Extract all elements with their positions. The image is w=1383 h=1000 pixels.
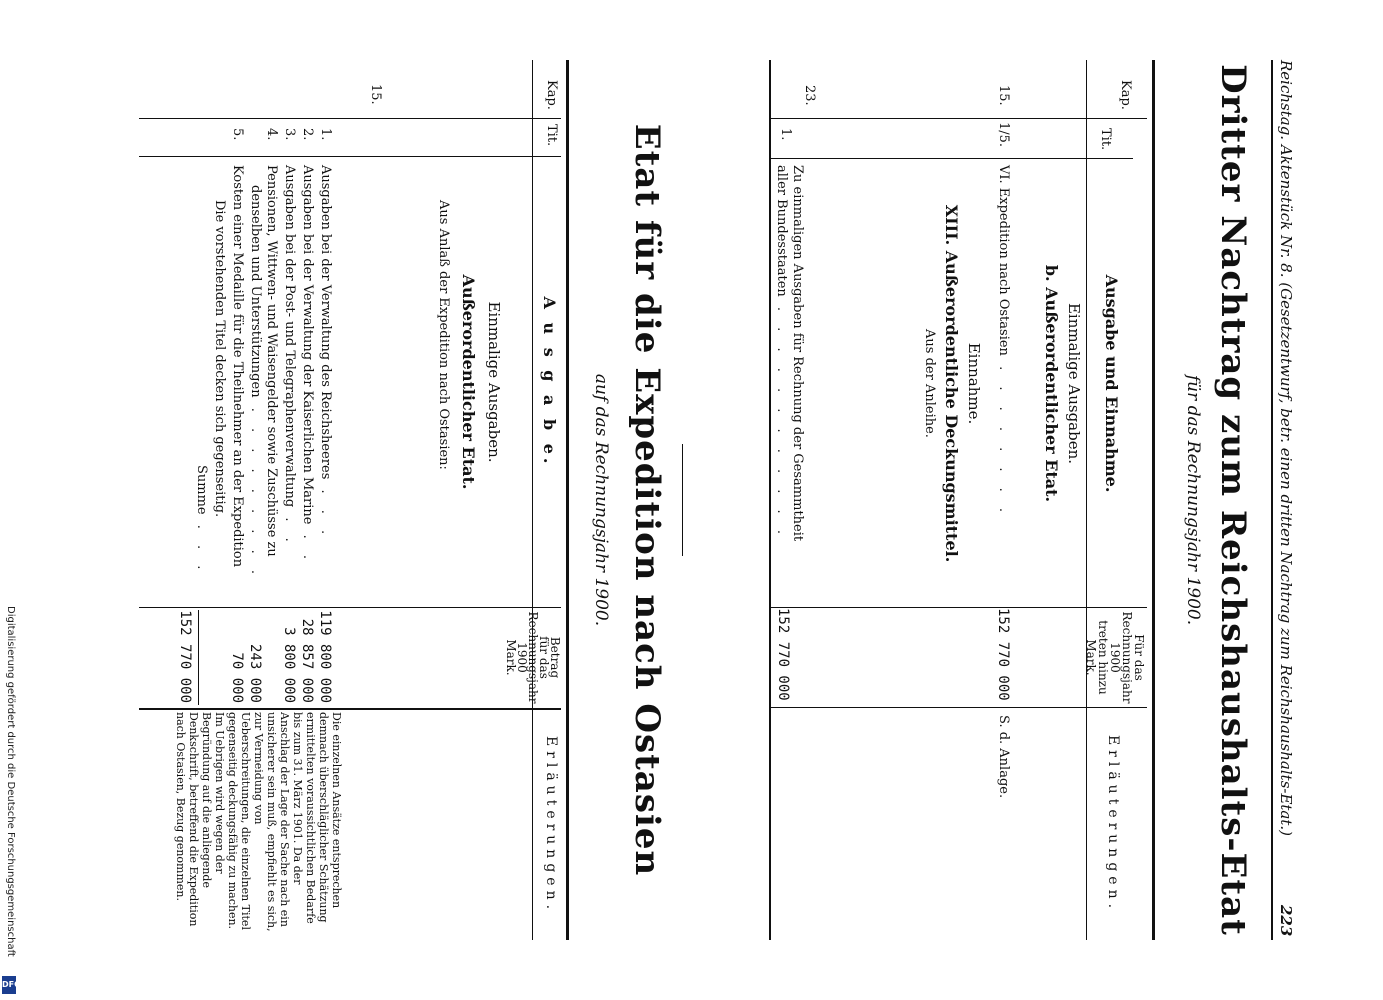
table1-top-rule	[1152, 60, 1155, 940]
t2-row1-text: Ausgaben bei der Verwaltung des Reichsheeres . . .	[318, 165, 333, 541]
t2-mutual-note: Die vorstehenden Titel decken sich gegenseitig.	[212, 200, 227, 518]
t2-heading-once: Einmalige Ausgaben.	[485, 301, 503, 463]
page-number: 223	[1277, 905, 1295, 937]
t2-row1-tit: 1.	[318, 128, 333, 141]
t2-kap: 15.	[368, 84, 383, 105]
t2-row5-tit: 5.	[230, 128, 245, 141]
col-notes: Erläuterungen.	[1105, 734, 1121, 914]
t2-row2-text: Ausgaben bei der Verwaltung der Kaiserlichen Marine . .	[300, 165, 315, 566]
row2-kap: 23.	[802, 85, 817, 106]
table2-top-rule	[566, 60, 569, 940]
t2-col-amount-header: Betrag für das Rechnungsjahr 1900 Mark.	[504, 611, 562, 704]
t2-sum-label: Summe . . .	[194, 465, 209, 576]
row2-text-line2: aller Bundesstaaten . . . . . . . . . . . .	[774, 165, 789, 540]
table1-col-rule	[771, 118, 1147, 119]
t2-col-notes: Erläuterungen.	[543, 735, 559, 915]
t2-row3-amount: 3 800 000	[281, 627, 297, 703]
heading-income: Einnahme.	[965, 342, 983, 425]
section2-title: Etat für die Expedition nach Ostasien	[627, 123, 667, 877]
heading-loan: Aus der Anleihe.	[922, 329, 937, 438]
t2-heading-extra: Außerordentlicher Etat.	[459, 274, 478, 490]
table1-bottom-rule	[769, 60, 771, 940]
t2-row2-tit: 2.	[300, 128, 315, 141]
t2-intro: Aus Anlaß der Expedition nach Ostasien:	[436, 200, 451, 470]
table1-col-rule	[771, 158, 1133, 159]
running-title: Reichstag. Aktenstück Nr. 8. (Gesetzentwurf, betr. einen dritten Nachtrag zum Reichshaushalts-Etat.)	[1277, 60, 1295, 837]
t2-sum-amount: 152 770 000	[177, 610, 193, 703]
section1-title: Dritter Nachtrag zum Reichshaushalts-Etat	[1213, 64, 1253, 936]
t2-row5-amount: 70 000	[229, 652, 245, 703]
t2-col-description: A u s g a b e.	[540, 296, 559, 468]
section2-subtitle: auf das Rechnungsjahr 1900.	[591, 373, 611, 627]
table2-col-rule	[139, 607, 561, 608]
table2-header-rule	[532, 60, 533, 940]
t2-row2-amount: 28 857 000	[299, 618, 315, 703]
t2-col-tit: Tit.	[544, 124, 559, 147]
row1-amount: 152 770 000	[995, 608, 1011, 701]
col-amount-header: Für das Rechnungsjahr 1900 treten hinzu Mark.	[1084, 611, 1146, 704]
col-kap: Kap.	[1118, 80, 1133, 110]
t2-row4-tit: 4.	[264, 128, 279, 141]
row1-text: VI. Expedition nach Ostasien . . . . . . . .	[996, 165, 1011, 519]
section1-subtitle: für das Rechnungsjahr 1900.	[1183, 374, 1203, 626]
row2-tit: 1.	[778, 128, 793, 141]
heading-once: Einmalige Ausgaben.	[1065, 302, 1083, 465]
header-rule	[1271, 60, 1273, 940]
col-description: Ausgabe und Einnahme.	[1102, 274, 1121, 493]
section-divider	[682, 444, 683, 556]
row1-tit: 1/5.	[996, 122, 1011, 148]
heading-xiii: XIII. Außerordentliche Deckungsmittel.	[942, 204, 961, 563]
t2-notes-text: Die einzelnen Ansätze entsprechen demnach überschläglicher Schätzung ermittelten voraussichtlichen Bedarfe bis zum 31. März 1901. Da der Anschlag der Lage der Sache nach ein unsicherer sein muß, empfiehlt es sich, zur Vermeidung von Ueberschreitungen, die einzelnen Titel gegenseitig deckungsfähig zu machen. Im Uebrigen wird wegen der Begründung auf die anliegende Denkschrift, betreffend die Expedition nach Ostasien, Bezug genommen.	[174, 712, 343, 932]
table1-col-rule	[771, 707, 1147, 708]
t2-row4-text: Pensionen, Wittwen- und Waisengelder sowie Zuschüsse zu	[264, 165, 279, 557]
t2-col-kap: Kap.	[544, 80, 559, 110]
t2-row1-amount: 119 800 000	[317, 610, 333, 703]
table1-header-rule	[1086, 60, 1087, 940]
digitization-credit: Digitalisierung gefördert durch die Deutsche Forschungsgemeinschaft	[5, 606, 16, 957]
t2-row5-text: Kosten einer Medaille für die Theilnehmer an der Expedition	[230, 165, 245, 568]
row1-kap: 15.	[996, 85, 1011, 106]
dfg-logo: DFG	[2, 976, 16, 994]
t2-row4-amount: 243 000	[247, 643, 263, 703]
table2-col-rule	[139, 708, 561, 710]
table2-col-rule	[139, 118, 561, 119]
sum-rule	[198, 610, 199, 705]
t2-row3-tit: 3.	[282, 128, 297, 141]
heading-extra: b. Außerordentlicher Etat.	[1042, 264, 1061, 503]
col-tit: Tit.	[1098, 128, 1113, 151]
row2-text-line1: Zu einmaligen Ausgaben für Rechnung der Gesammtheit	[790, 165, 805, 542]
t2-row3-text: Ausgaben bei der Post- und Telegraphenverwaltung . .	[282, 165, 297, 548]
t2-row4-text2: denselben und Unterstützungen . . . . . . . . .	[248, 185, 263, 580]
row2-amount: 152 770 000	[775, 608, 791, 701]
row1-note: S. d. Anlage.	[996, 715, 1011, 799]
